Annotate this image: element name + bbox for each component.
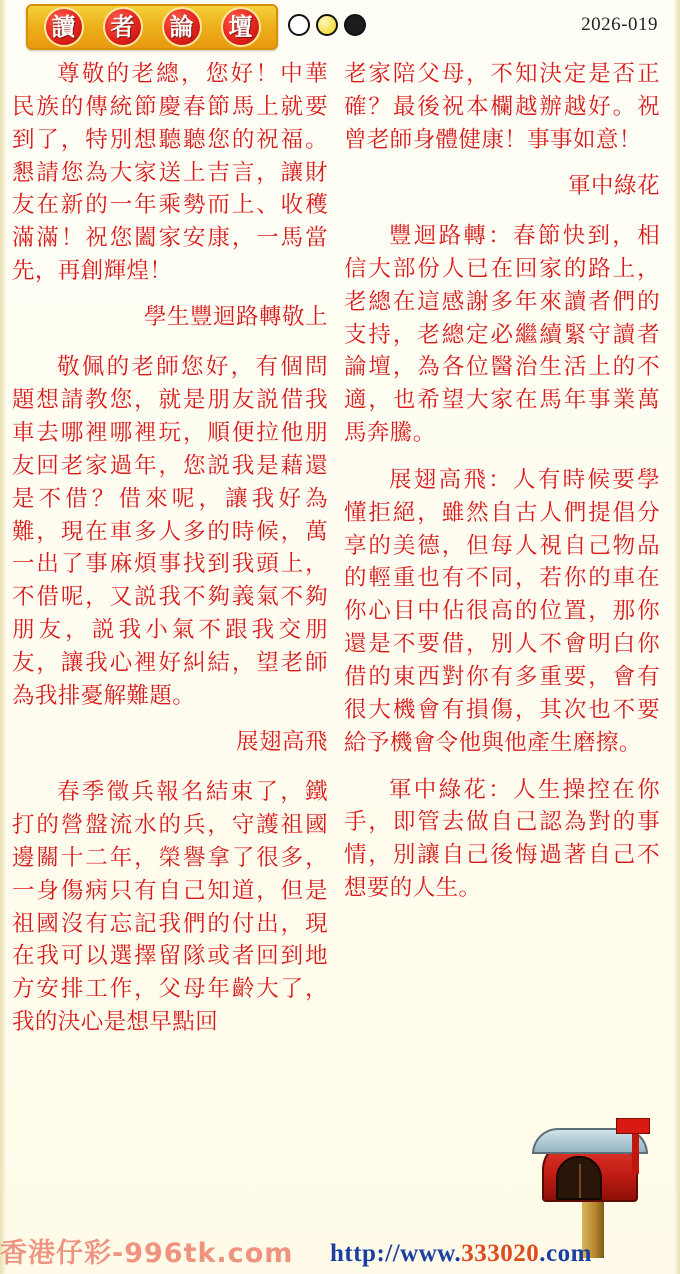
page-edge-right	[673, 0, 680, 1274]
black-dot-icon	[344, 14, 366, 36]
masthead-char-2: 者	[103, 7, 143, 47]
letter-signature: 展翅高飛	[235, 728, 328, 755]
column-left	[12, 58, 328, 1053]
yellow-dot-icon	[316, 14, 338, 36]
issue-number: 2026-019	[581, 14, 658, 35]
masthead-char-4: 壇	[221, 7, 261, 47]
white-dot-icon	[288, 14, 310, 36]
watermark-url-main: 333020	[461, 1240, 540, 1267]
mailbox-icon	[520, 1118, 668, 1258]
letter-paragraph: 春季徵兵報名結束了，鐵打的營盤流水的兵，守護祖國邊關十二年，榮譽拿了很多，一身傷病只有自己知道，但是祖國沒有忘記我們的付出，現在我可以選擇留隊或者回到地方安排工作，父母年齡大了，我的決心是想早點回	[12, 779, 328, 1036]
page-edge-left	[0, 0, 7, 1274]
page-header	[0, 0, 680, 54]
watermark-url	[330, 1240, 592, 1268]
watermark-site-name: 香港仔彩-996tk.com	[0, 1238, 294, 1269]
watermark-url-prefix: http://www.	[330, 1240, 462, 1267]
masthead-char-1: 讀	[44, 7, 84, 47]
masthead-title	[26, 4, 278, 50]
letter-paragraph: 敬佩的老師您好，有個問題想請教您，就是朋友説借我車去哪裡哪裡玩，順便拉他朋友回老家過年，您説我是藉還是不借？借來呢，讓我好為難，現在車多人多的時候，萬一出了事麻煩事找到我頭上，不借呢，又説我不夠義氣不夠朋友，説我小氣不跟我交朋友，讓我心裡好糾結，望老師為我排憂解難題。	[12, 354, 328, 709]
reply-paragraph: 展翅高飛：人有時候要學懂拒絕，雖然自古人們提倡分享的美德，但每人視自己物品的輕重也有不同，若你的車在你心目中佔很高的位置，那你還是不要借，別人不會明白你借的東西對你有多重要，會有很大機會有損傷，其次也不要給予機會令他與他產生磨擦。	[344, 466, 660, 756]
mailbox-door	[556, 1156, 602, 1200]
watermark-url-suffix: .com	[539, 1240, 592, 1267]
column-right	[344, 58, 660, 919]
letter-signature: 學生豐迴路轉敬上	[143, 303, 328, 330]
reply-paragraph: 豐迴路轉：春節快到，相信大部份人已在回家的路上，老總在這感謝多年來讀者們的支持，老總定必繼續緊守讀者論壇，為各位醫治生活上的不適，也希望大家在馬年事業萬馬奔騰。	[344, 223, 660, 447]
letter-paragraph: 尊敬的老總，您好！中華民族的傳統節慶春節馬上就要到了，特別想聽聽您的祝福。懇請您為大家送上吉言，讓財友在新的一年乘勢而上、收穫滿滿！祝您闔家安康，一馬當先，再創輝煌！	[12, 61, 328, 285]
reply-paragraph: 軍中綠花：人生操控在你手，即管去做自己認為對的事情，別讓自己後悔過著自己不想要的人生。	[344, 776, 660, 902]
mailbox-flag	[616, 1118, 650, 1134]
letter-paragraph-continued: 老家陪父母，不知決定是否正確？最後祝本欄越辦越好。祝曾老師身體健康！事事如意！	[344, 61, 660, 153]
letter-signature: 軍中綠花	[567, 172, 660, 199]
masthead-char-3: 論	[162, 7, 202, 47]
